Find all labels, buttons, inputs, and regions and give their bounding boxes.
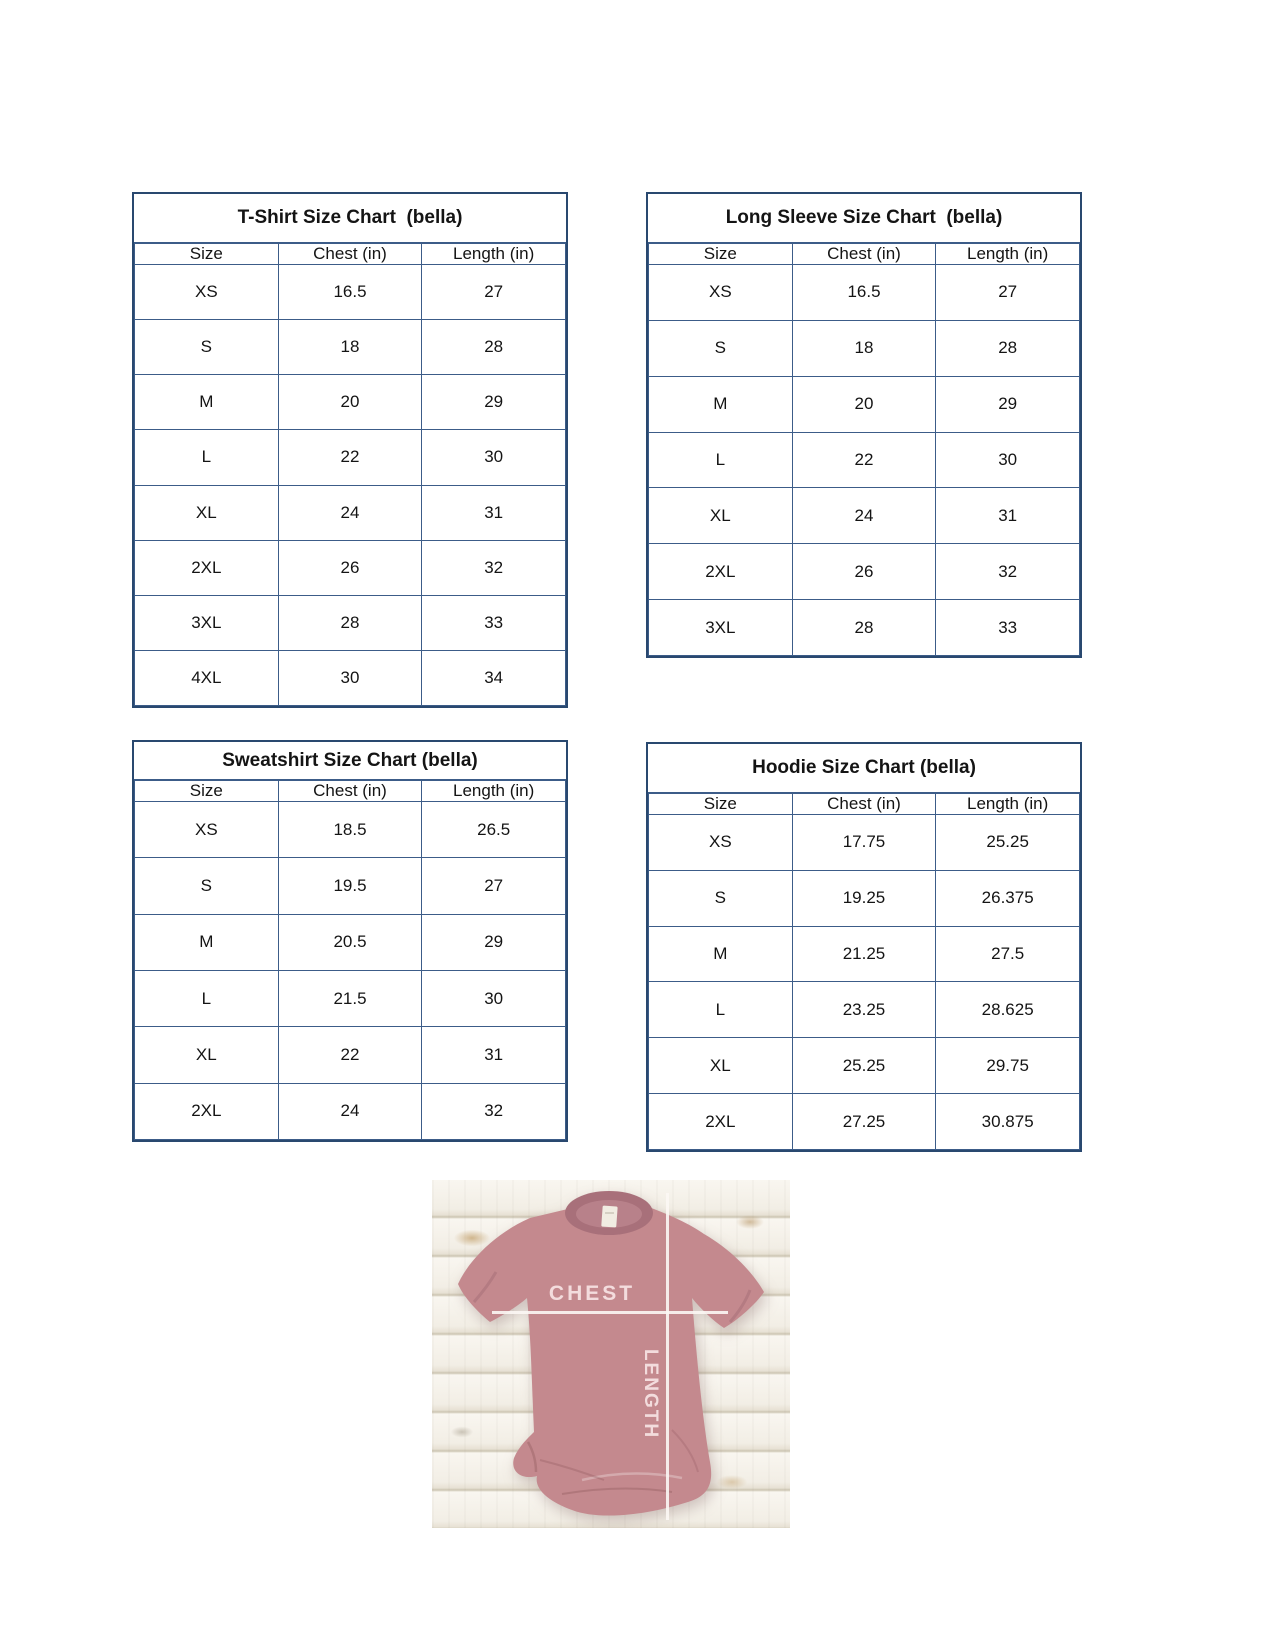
table-row [649, 544, 1080, 600]
table-cell: XS [135, 265, 279, 320]
tshirt-body [458, 1199, 764, 1515]
table-cell: 30 [422, 430, 566, 485]
table-cell: 20 [792, 376, 936, 432]
table-cell: 16.5 [792, 265, 936, 321]
table-cell: 28.625 [936, 982, 1080, 1038]
table-cell: 3XL [135, 595, 279, 650]
column-header-chest: Chest (in) [278, 244, 422, 265]
length-measure-line [666, 1193, 669, 1520]
length-label: LENGTH [640, 1348, 661, 1440]
longsleeve-size-table [646, 192, 1082, 658]
table-cell: 22 [278, 430, 422, 485]
header-row [649, 244, 1080, 265]
table-row [135, 650, 566, 705]
column-header-chest: Chest (in) [278, 781, 422, 802]
table-cell: 2XL [135, 540, 279, 595]
table-cell: XS [649, 815, 793, 871]
table-row [649, 982, 1080, 1038]
table-row [649, 1094, 1080, 1150]
table-cell: 19.5 [278, 858, 422, 914]
table-row [135, 265, 566, 320]
table-cell: 21.5 [278, 970, 422, 1026]
table-cell: XS [135, 802, 279, 858]
header-row [135, 244, 566, 265]
table-title: Sweatshirt Size Chart (bella) [134, 742, 566, 780]
table-row [135, 914, 566, 970]
column-header-size: Size [135, 781, 279, 802]
table-cell: 29.75 [936, 1038, 1080, 1094]
table-cell: L [135, 970, 279, 1026]
table-row [135, 858, 566, 914]
table-row [135, 1083, 566, 1139]
table-cell: 33 [936, 600, 1080, 656]
hoodie-size-table [646, 742, 1082, 1152]
header-row [649, 794, 1080, 815]
table-cell: 4XL [135, 650, 279, 705]
table-cell: 28 [936, 320, 1080, 376]
table-cell: M [135, 914, 279, 970]
table-cell: 30 [422, 970, 566, 1026]
table-cell: 34 [422, 650, 566, 705]
table-row [135, 430, 566, 485]
table-cell: 29 [422, 375, 566, 430]
table-cell: M [649, 926, 793, 982]
table-cell: XL [649, 488, 793, 544]
table-row [649, 870, 1080, 926]
table-row [135, 802, 566, 858]
table-cell: 20 [278, 375, 422, 430]
table-row [649, 265, 1080, 321]
column-header-size: Size [649, 244, 793, 265]
table-cell: 31 [422, 485, 566, 540]
column-header-length: Length (in) [422, 244, 566, 265]
table-cell: 27.25 [792, 1094, 936, 1150]
table-title: Long Sleeve Size Chart (bella) [648, 194, 1080, 243]
table-row [135, 1027, 566, 1083]
column-header-size: Size [135, 244, 279, 265]
table-title: Hoodie Size Chart (bella) [648, 744, 1080, 793]
table-cell: 24 [278, 1083, 422, 1139]
tshirt-graphic [432, 1180, 790, 1528]
table-cell: 18.5 [278, 802, 422, 858]
table-cell: 24 [792, 488, 936, 544]
table-cell: 30 [936, 432, 1080, 488]
table-cell: 30.875 [936, 1094, 1080, 1150]
table-row [135, 970, 566, 1026]
chest-label: CHEST [548, 1282, 636, 1305]
table-cell: XL [135, 1027, 279, 1083]
column-header-length: Length (in) [422, 781, 566, 802]
table-cell: 29 [936, 376, 1080, 432]
table-cell: S [135, 858, 279, 914]
table-cell: S [135, 320, 279, 375]
table-cell: 30 [278, 650, 422, 705]
table-cell: 28 [422, 320, 566, 375]
table-cell: 2XL [649, 544, 793, 600]
table-cell: L [135, 430, 279, 485]
table-row [649, 376, 1080, 432]
table-cell: S [649, 870, 793, 926]
table-cell: 31 [422, 1027, 566, 1083]
table-cell: 28 [278, 595, 422, 650]
table-row [135, 375, 566, 430]
table-cell: 26 [792, 544, 936, 600]
table-cell: L [649, 432, 793, 488]
table-row [135, 540, 566, 595]
table-cell: S [649, 320, 793, 376]
table-row [649, 600, 1080, 656]
table-cell: 25.25 [792, 1038, 936, 1094]
table-row [649, 488, 1080, 544]
table-cell: 2XL [649, 1094, 793, 1150]
table-cell: 17.75 [792, 815, 936, 871]
table-row [649, 432, 1080, 488]
table-row [649, 320, 1080, 376]
table-cell: 19.25 [792, 870, 936, 926]
chest-measure-line [492, 1311, 728, 1314]
table-cell: 25.25 [936, 815, 1080, 871]
table-cell: 27 [422, 265, 566, 320]
table-cell: 26.375 [936, 870, 1080, 926]
table-cell: 23.25 [792, 982, 936, 1038]
table-cell: 31 [936, 488, 1080, 544]
table-cell: 18 [278, 320, 422, 375]
table-cell: 32 [936, 544, 1080, 600]
table-cell: XL [135, 485, 279, 540]
header-row [135, 781, 566, 802]
table-row [649, 926, 1080, 982]
tshirt-size-table [132, 192, 568, 708]
table-cell: 16.5 [278, 265, 422, 320]
table-row [135, 320, 566, 375]
table-cell: 22 [278, 1027, 422, 1083]
table-cell: 32 [422, 540, 566, 595]
column-header-chest: Chest (in) [792, 794, 936, 815]
table-cell: 27 [936, 265, 1080, 321]
table-cell: 27 [422, 858, 566, 914]
table-cell: L [649, 982, 793, 1038]
table-cell: 32 [422, 1083, 566, 1139]
neck-tag [601, 1206, 617, 1228]
table-cell: 27.5 [936, 926, 1080, 982]
table-cell: 21.25 [792, 926, 936, 982]
table-cell: 33 [422, 595, 566, 650]
table-cell: XL [649, 1038, 793, 1094]
table-row [649, 1038, 1080, 1094]
table-cell: 26 [278, 540, 422, 595]
table-cell: 29 [422, 914, 566, 970]
column-header-length: Length (in) [936, 244, 1080, 265]
table-cell: 24 [278, 485, 422, 540]
table-title: T-Shirt Size Chart (bella) [134, 194, 566, 243]
table-cell: 28 [792, 600, 936, 656]
table-row [649, 815, 1080, 871]
table-row [135, 595, 566, 650]
table-row [135, 485, 566, 540]
table-cell: 22 [792, 432, 936, 488]
product-photo [432, 1180, 790, 1528]
table-cell: M [135, 375, 279, 430]
table-cell: 3XL [649, 600, 793, 656]
column-header-chest: Chest (in) [792, 244, 936, 265]
column-header-length: Length (in) [936, 794, 1080, 815]
sweatshirt-size-table [132, 740, 568, 1142]
table-cell: M [649, 376, 793, 432]
table-cell: 18 [792, 320, 936, 376]
table-cell: XS [649, 265, 793, 321]
table-cell: 26.5 [422, 802, 566, 858]
table-cell: 2XL [135, 1083, 279, 1139]
column-header-size: Size [649, 794, 793, 815]
table-cell: 20.5 [278, 914, 422, 970]
